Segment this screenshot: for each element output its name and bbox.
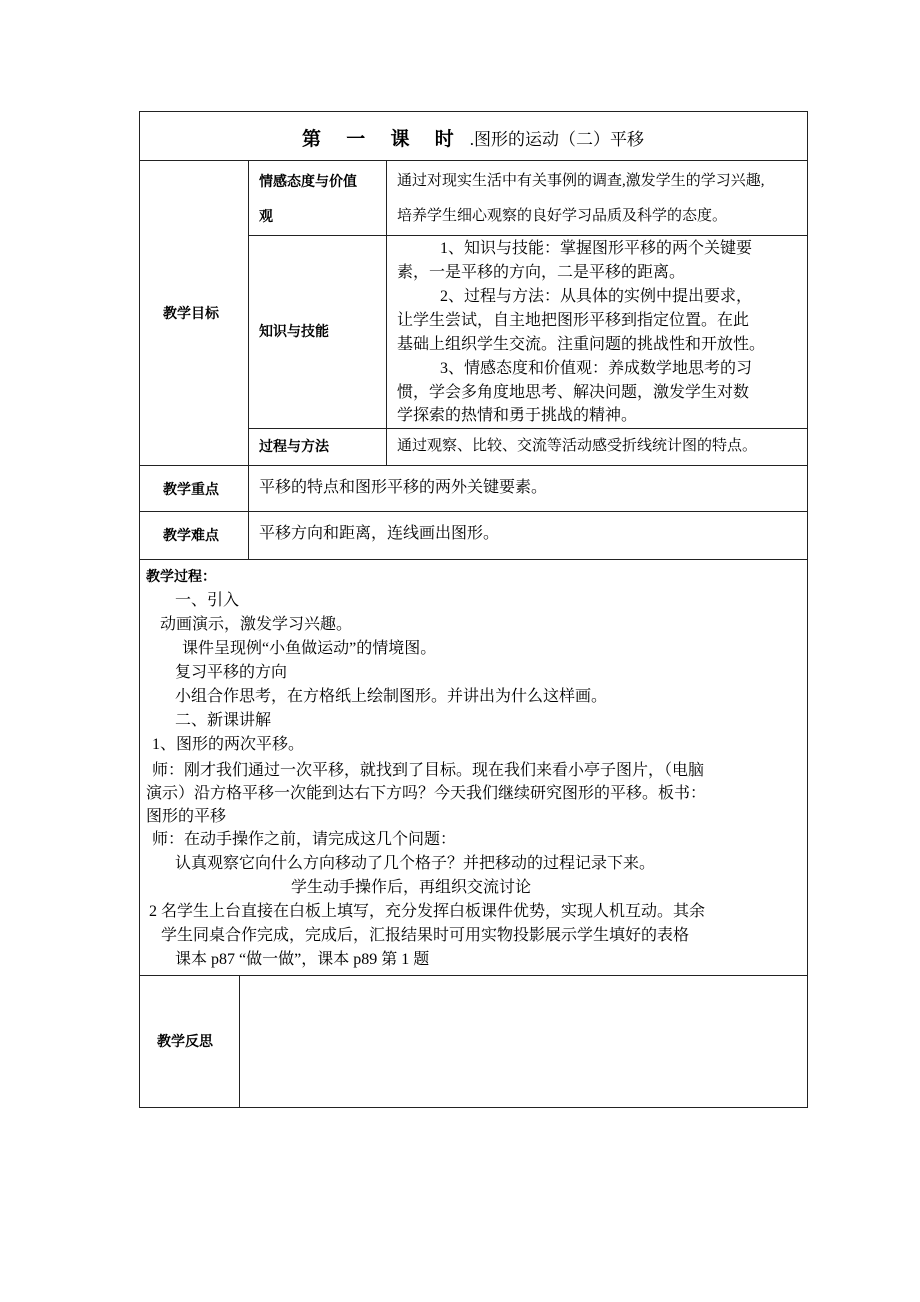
row-content: 素，一是平移的方向，二是平移的距离。: [397, 264, 686, 281]
row-content: 让学生尝试，自主地把图形平移到指定位置。在此: [397, 312, 750, 329]
divider: [248, 235, 808, 236]
table-border: [807, 111, 808, 1108]
difficulty-label: 教学难点: [163, 527, 219, 543]
process-line: 认真观察它向什么方向移动了几个格子？并把移动的过程记录下来。: [175, 855, 656, 872]
objectives-label: 教学目标: [163, 305, 219, 321]
row-content: 3、情感态度和价值观：养成数学地思考的习: [440, 360, 753, 377]
process-line: 动画演示，激发学习兴趣。: [160, 616, 353, 633]
divider: [386, 160, 387, 465]
lesson-number: 第 一 课 时: [301, 129, 464, 150]
page-title: [139, 124, 807, 151]
row-content: 学探索的热情和勇于挑战的精神。: [397, 407, 638, 424]
table-border: [139, 111, 140, 1108]
difficulty-content: 平移方向和距离，连线画出图形。: [259, 525, 500, 542]
divider: [139, 465, 808, 466]
key-point-label: 教学重点: [163, 481, 219, 497]
key-point-content: 平移的特点和图形平移的两外关键要素。: [259, 479, 548, 496]
row-content: 培养学生细心观察的良好学习品质及科学的态度。: [397, 208, 728, 224]
lesson-topic: .图形的运动（二）平移: [469, 130, 645, 149]
process-line: 师：在动手操作之前，请完成这几个问题：: [152, 831, 457, 848]
process-label: 教学过程：: [146, 568, 216, 584]
process-line: 2 名学生上台直接在白板上填写，充分发挥白板课件优势，实现人机互动。其余: [149, 903, 706, 920]
process-line: 课本 p87 “做一做”，课本 p89 第 1 题: [175, 951, 430, 968]
process-line: 小组合作思考，在方格纸上绘制图形。并讲出为什么这样画。: [175, 688, 608, 705]
divider: [139, 160, 808, 161]
divider: [239, 975, 240, 1107]
reflection-label: 教学反思: [157, 1033, 213, 1049]
table-border: [139, 1107, 808, 1108]
row-content: 通过对现实生活中有关事例的调查,激发学生的学习兴趣,: [397, 173, 765, 189]
process-line: 师：刚才我们通过一次平移，就找到了目标。现在我们来看小亭子图片，（电脑: [152, 762, 705, 779]
process-line: 图形的平移: [146, 808, 227, 825]
process-line: 1、图形的两次平移。: [152, 736, 305, 753]
row-label: 知识与技能: [259, 323, 329, 339]
row-label: 情感态度与价值: [259, 173, 357, 189]
row-content: 通过观察、比较、交流等活动感受折线统计图的特点。: [397, 438, 758, 454]
process-line: 学生动手操作后，再组织交流讨论: [291, 879, 532, 896]
process-line: 课件呈现例“小鱼做运动”的情境图。: [182, 640, 437, 657]
process-line: 一、引入: [175, 592, 240, 609]
divider: [139, 559, 808, 560]
row-label: 过程与方法: [259, 438, 329, 454]
row-content: 基础上组织学生交流。注重问题的挑战性和开放性。: [397, 336, 766, 353]
process-line: 二、新课讲解: [175, 712, 272, 729]
process-line: 复习平移的方向: [175, 664, 288, 681]
row-label: 观: [259, 208, 273, 224]
divider: [139, 511, 808, 512]
row-content: 惯，学会多角度地思考、解决问题，激发学生对数: [397, 384, 750, 401]
row-content: 1、知识与技能：掌握图形平移的两个关键要: [440, 240, 753, 257]
process-line: 学生同桌合作完成，完成后，汇报结果时可用实物投影展示学生填好的表格: [161, 927, 690, 944]
divider: [248, 160, 249, 559]
row-content: 2、过程与方法：从具体的实例中提出要求，: [440, 288, 753, 305]
divider: [248, 428, 808, 429]
table-border: [139, 111, 808, 112]
process-line: 演示）沿方格平移一次能到达右下方吗？今天我们继续研究图形的平移。板书：: [146, 785, 707, 802]
